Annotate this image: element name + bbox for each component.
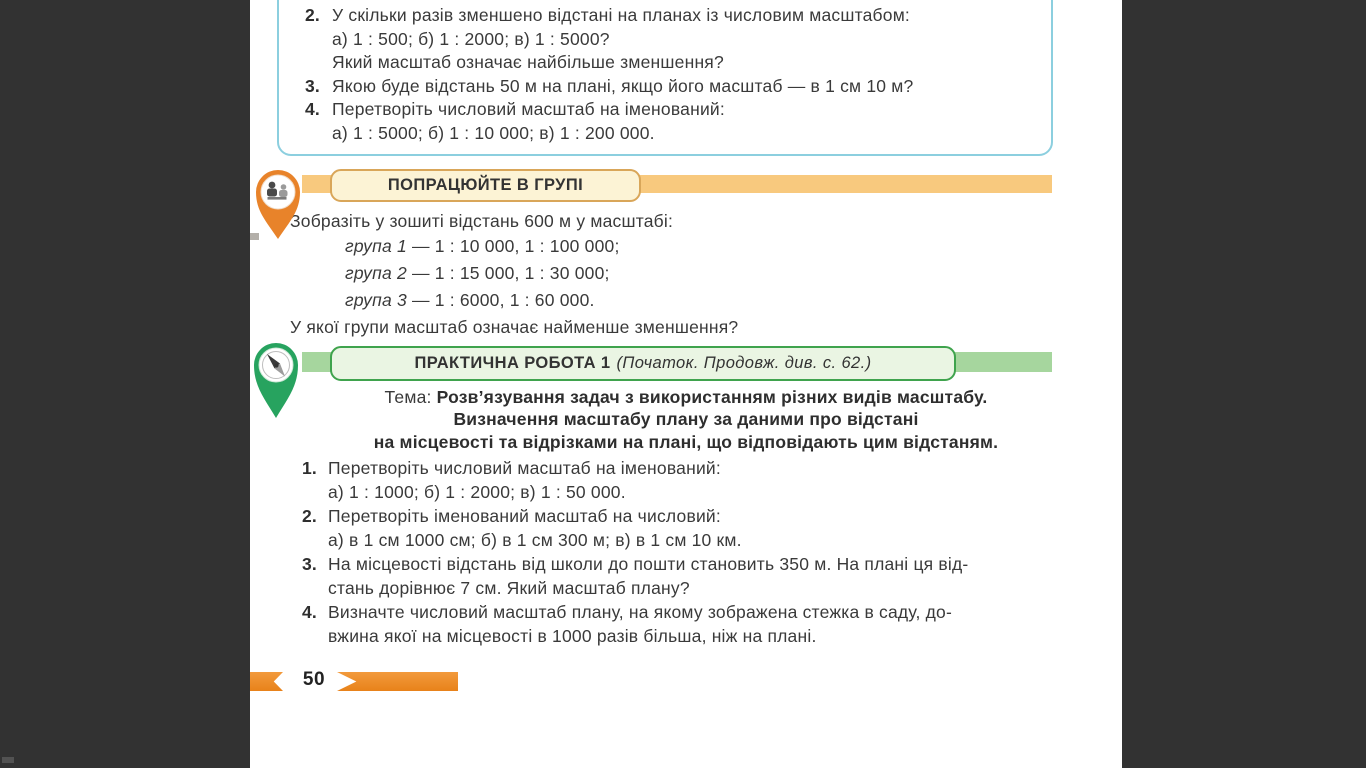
- item-text: На місцевості відстань від школи до пошти становить 350 м. На плані ця від-: [328, 554, 969, 574]
- item-text: а) 1 : 5000; б) 1 : 10 000; в) 1 : 200 000.: [332, 122, 655, 143]
- theme-line: [286, 386, 1086, 408]
- item-text: Визначте числовий масштаб плану, на якому зображена стежка в саду, до-: [328, 602, 953, 622]
- group-question: У якої групи масштаб означає найменше зменшення?: [290, 317, 739, 337]
- group-line: [345, 287, 1080, 314]
- practical-banner: [330, 346, 956, 381]
- exercise-line: [302, 552, 1092, 576]
- exercise-line: [302, 528, 1092, 552]
- exercise-line: [302, 576, 1092, 600]
- group-scales: — 1 : 15 000, 1 : 30 000;: [406, 263, 610, 283]
- item-text: а) 1 : 1000; б) 1 : 2000; в) 1 : 50 000.: [328, 482, 626, 502]
- item-text: Якою буде відстань 50 м на плані, якщо його масштаб — в 1 см 10 м?: [332, 75, 914, 96]
- group-banner-label: ПОПРАЦЮЙТЕ В ГРУПІ: [387, 176, 584, 194]
- group-line: [345, 233, 1080, 260]
- item-text: вжина якої на місцевості в 1000 разів більша, ніж на плані.: [328, 626, 817, 646]
- footer-ribbon-right: [337, 672, 458, 691]
- practical-theme: [286, 386, 1086, 453]
- compass-pin-icon: [250, 338, 302, 427]
- theme-text: Розв’язування задач з використанням різних видів масштабу.: [436, 387, 988, 407]
- item-text: Який масштаб означає найбільше зменшення?: [332, 52, 724, 73]
- scan-artifact: [2, 757, 14, 763]
- item-number: 4.: [302, 602, 317, 622]
- exercise-box-content: [279, 4, 1045, 146]
- page-number: 50: [302, 669, 326, 690]
- theme-label: Тема:: [384, 387, 432, 407]
- practical-exercises: [302, 456, 1092, 648]
- group-scales: — 1 : 6000, 1 : 60 000.: [406, 290, 595, 310]
- group-banner: [330, 169, 641, 202]
- exercise-line: [302, 624, 1092, 648]
- group-scales: — 1 : 10 000, 1 : 100 000;: [406, 236, 620, 256]
- footer-ribbon-left: [250, 672, 283, 691]
- practical-banner-subtitle: (Початок. Продовж. див. с. 62.): [616, 354, 872, 372]
- item-text: стань дорівнює 7 см. Який масштаб плану?: [328, 578, 690, 598]
- exercise-line: [302, 456, 1092, 480]
- exercise-line: [279, 98, 1045, 122]
- group-label: група 3: [345, 290, 407, 310]
- item-text: а) 1 : 500; б) 1 : 2000; в) 1 : 5000?: [332, 28, 610, 49]
- group-label: група 1: [345, 236, 407, 256]
- item-number: 4.: [305, 99, 320, 120]
- item-number: 1.: [302, 458, 317, 478]
- item-text: Перетворіть іменований масштаб на числовий:: [328, 506, 721, 526]
- group-intro: Зобразіть у зошиті відстань 600 м у масштабі:: [290, 211, 674, 231]
- exercise-line: [279, 122, 1045, 146]
- item-text: а) в 1 см 1000 см; б) в 1 см 300 м; в) в 1 см 10 км.: [328, 530, 742, 550]
- exercise-box: [277, 0, 1053, 156]
- exercise-line: [302, 480, 1092, 504]
- item-text: У скільки разів зменшено відстані на планах із числовим масштабом:: [332, 5, 910, 25]
- group-line: [345, 260, 1080, 287]
- group-label: група 2: [345, 263, 407, 283]
- theme-line: Визначення масштабу плану за даними про відстані: [453, 409, 919, 430]
- exercise-line: [279, 28, 1045, 52]
- item-number: 3.: [305, 75, 320, 96]
- group-work-section: [290, 203, 1080, 341]
- group-people-pin-icon: [252, 166, 304, 247]
- exercise-line: [279, 75, 1045, 99]
- exercise-line: [279, 4, 1045, 28]
- exercise-line: [302, 600, 1092, 624]
- item-number: 2.: [305, 5, 320, 25]
- item-number: 2.: [302, 506, 317, 526]
- item-number: 3.: [302, 554, 317, 574]
- exercise-line: [302, 504, 1092, 528]
- theme-line: на місцевості та відрізками на плані, що відповідають цим відстаням.: [373, 431, 999, 452]
- exercise-line: [279, 51, 1045, 75]
- textbook-page: [250, 0, 1122, 768]
- item-text: Перетворіть числовий масштаб на іменований:: [332, 99, 725, 120]
- item-text: Перетворіть числовий масштаб на іменований:: [328, 458, 721, 478]
- practical-banner-title: ПРАКТИЧНА РОБОТА 1: [414, 354, 611, 372]
